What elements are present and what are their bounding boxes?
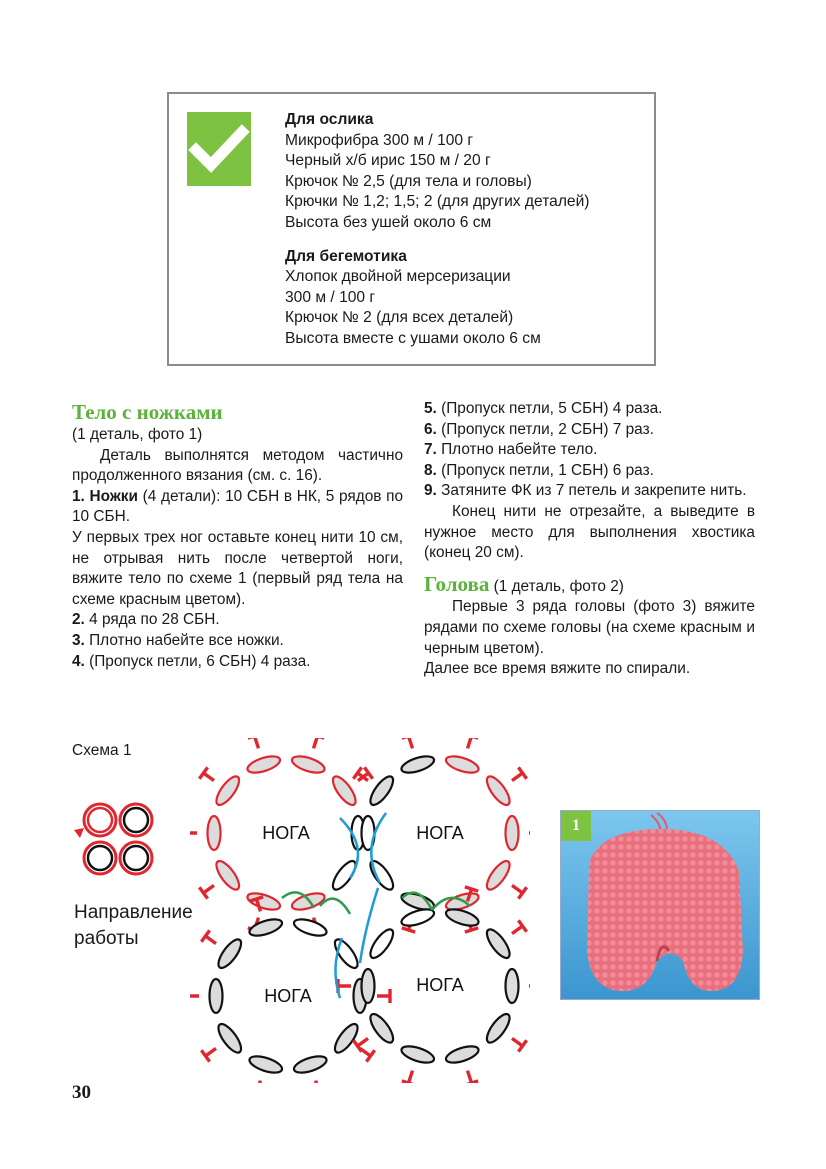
step-text: 4 ряда по 28 СБН. [89,611,220,629]
step-2 [72,610,403,631]
direction-arrow [320,899,350,914]
donkey-materials [285,110,590,234]
step-9 [424,481,755,502]
stitch-oval [444,906,480,929]
leg-label: НОГА [262,823,310,843]
photo-1 [560,810,760,1000]
head-section-title: Голова [424,571,490,596]
step-text: (Пропуск петли, 2 СБН) 7 раз. [441,420,654,438]
step-text: (Пропуск петли, 6 СБН) 4 раза. [89,652,311,670]
stitch-t-mark [338,979,351,993]
stitch-oval [329,858,360,893]
donkey-line: Крючки № 1,2; 1,5; 2 (для других деталей) [285,193,590,211]
step-7 [424,440,755,461]
hippo-heading: Для бегемотика [285,247,407,265]
stitch-t-mark [508,880,527,899]
step-text: (Пропуск петли, 1 СБН) 6 раз. [441,461,654,479]
step-5 [424,399,755,420]
step-number: 1. [72,487,85,505]
stitch-oval [366,926,397,961]
donkey-line: Крючок № 2,5 (для тела и головы) [285,172,532,190]
stitch-t-mark [402,738,419,751]
step-number: 2. [72,611,85,629]
hippo-materials [285,247,590,350]
stitch-t-mark [529,826,530,840]
donkey-line: Высота без ушей около 6 см [285,213,492,231]
stitch-t-mark [461,738,478,751]
step-1-bold: Ножки [89,487,138,505]
stitch-oval [290,753,326,776]
stitch-oval [292,1053,328,1076]
stitch-t-mark [199,767,218,786]
stitch-oval [331,1021,362,1056]
direction-label-line: работы [74,928,139,949]
photo-badge: 1 [561,811,591,841]
stitch-t-mark [190,826,197,840]
stitch-oval [292,916,328,939]
head-text-2: Далее все время вяжите по спирали. [424,660,691,678]
stitch-oval [362,969,375,1003]
step-text: Плотно набейте тело. [441,441,598,459]
stitch-t-mark [508,920,527,939]
crochet-scheme-diagram [190,738,530,1083]
step-number: 7. [424,441,437,459]
hippo-line: 300 м / 100 г [285,288,376,306]
body-note: У первых трех ног оставьте конец нити 10 см, не отрывая нить после четвертой ноги, вяжите тело по схеме 1 (первый ряд тела на схеме красным цветом). [72,528,403,608]
stitch-t-mark [201,1043,220,1062]
stitch-oval [210,979,223,1013]
stitch-oval [483,1011,514,1046]
stitch-oval [366,1011,397,1046]
step-text: Затяните ФК из 7 петель и закрепите нить. [441,482,747,500]
leg-label: НОГА [416,823,464,843]
leg-label: НОГА [264,986,312,1006]
direction-label-line: Направление [74,902,193,923]
stitch-t-mark [250,1078,267,1083]
donkey-heading: Для ослика [285,111,374,128]
stitch-oval [214,936,245,971]
left-column [72,399,403,672]
hippo-line: Хлопок двойной мерсеризации [285,268,511,286]
step-number: 6. [424,420,437,438]
leg-label: НОГА [416,975,464,995]
materials-box [167,92,656,366]
stitch-oval [208,816,221,850]
step-text: Плотно набейте все ножки. [89,631,284,649]
stitch-t-mark [508,1033,527,1052]
step-1-text: (4 детали): 10 СБН в НК, 5 рядов по 10 СБН. [72,487,404,526]
step-3 [72,631,403,652]
head-subtitle: (1 деталь, фото 2) [489,577,624,595]
stitch-t-mark [199,880,218,899]
step-number: 4. [72,652,85,670]
step-text: (Пропуск петли, 5 СБН) 4 раза. [441,400,663,417]
stitch-t-mark [309,1078,326,1083]
direction-label [74,900,193,952]
donkey-line: Микрофибра 300 м / 100 г [285,131,474,149]
stitch-t-mark [461,1068,478,1083]
stitch-t-mark [307,738,324,751]
direction-icon [66,796,166,886]
stitch-oval [214,1021,245,1056]
step-6 [424,420,755,441]
body-section-title: Тело с ножками [72,400,223,424]
step-8 [424,461,755,482]
stitch-oval [506,816,519,850]
stitch-oval [246,753,282,776]
hippo-line: Высота вместе с ушами около 6 см [285,329,541,347]
stitch-t-mark [402,1068,419,1083]
step-4 [72,652,403,673]
stitch-oval [248,1053,284,1076]
stitch-oval [444,1043,480,1066]
checkmark-icon [187,112,251,186]
stitch-t-mark [248,738,265,751]
stitch-oval [483,858,514,893]
head-heading [424,571,755,598]
stitch-oval [400,753,436,776]
step-number: 8. [424,461,437,479]
scheme-label: Схема 1 [72,742,132,759]
right-column [424,399,755,680]
stitch-oval [444,753,480,776]
stitch-t-mark [201,930,220,949]
stitch-oval [483,773,514,808]
step-1 [72,487,403,528]
stitch-oval [212,858,243,893]
stitch-oval [400,1043,436,1066]
stitch-t-mark [529,979,530,993]
stitch-oval [483,926,514,961]
head-text-1: Первые 3 ряда головы (фото 3) вяжите рядами по схеме головы (на схеме красным и черным цветом). [424,598,755,657]
stitch-oval [506,969,519,1003]
body-intro: Деталь выполнятся методом частично продолженного вязания (см. с. 16). [72,446,403,485]
step-number: 3. [72,631,85,649]
hippo-line: Крючок № 2 (для всех деталей) [285,309,514,327]
donkey-line: Черный х/б ирис 150 м / 20 г [285,152,491,170]
body-subtitle: (1 деталь, фото 1) [72,426,203,443]
step-number: 5. [424,400,437,417]
materials-list [285,110,590,350]
stitch-t-mark [377,989,390,1003]
stitch-t-mark [508,767,527,786]
tail-note: Конец нити не отрезайте, а выведите в нужное место для выполнения хвостика (конец 20 см). [424,502,755,562]
stitch-oval [248,916,284,939]
step-number: 9. [424,482,437,500]
stitch-oval [212,773,243,808]
page-number: 30 [72,1082,91,1103]
stitch-t-mark [190,989,199,1003]
